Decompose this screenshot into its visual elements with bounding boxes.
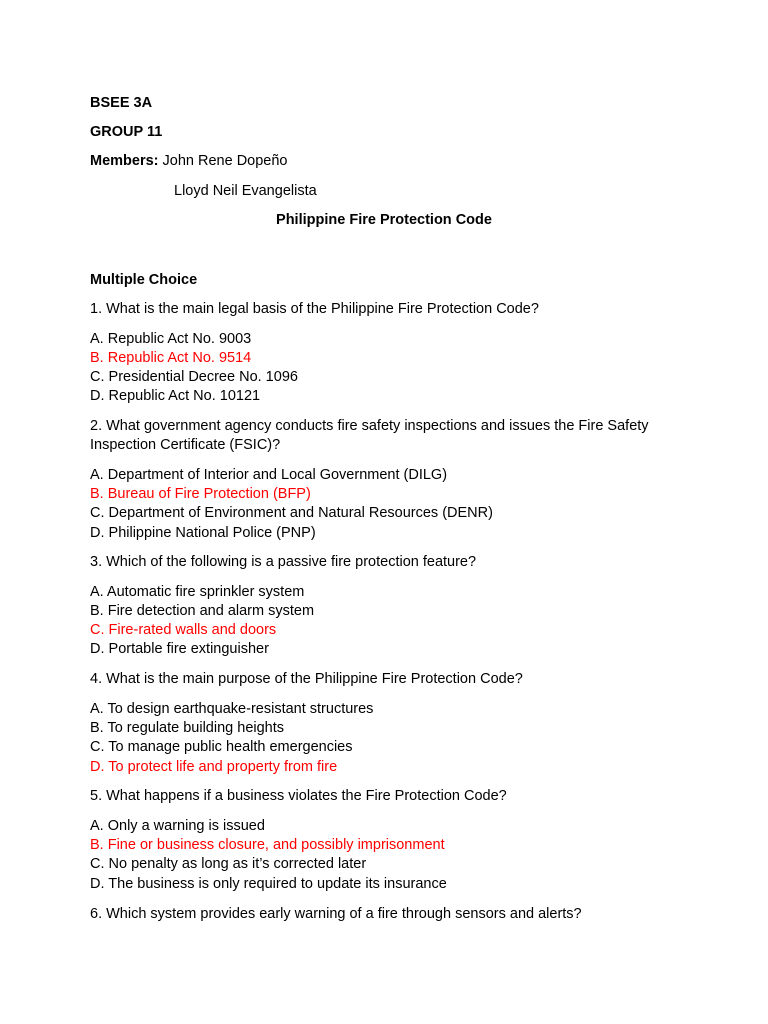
q3-choice-d: D. Portable fire extinguisher	[90, 641, 269, 657]
q2-choice-b-correct: B. Bureau of Fire Protection (BFP)	[90, 486, 311, 502]
q4-choice-d-correct: D. To protect life and property from fire	[90, 759, 338, 775]
q4-choice-c: C. To manage public health emergencies	[90, 739, 353, 755]
q4-choice-a: A. To design earthquake-resistant structures	[90, 701, 374, 717]
section-heading: Multiple Choice	[90, 272, 198, 288]
question-5: 5. What happens if a business violates the Fire Protection Code?	[90, 788, 507, 804]
members-label: Members:	[90, 153, 159, 169]
question-2-line-1: 2. What government agency conducts fire safety inspections and issues the Fire Safety	[90, 418, 649, 434]
q1-choice-c: C. Presidential Decree No. 1096	[90, 369, 298, 385]
section-code: BSEE 3A	[90, 95, 153, 111]
question-6: 6. Which system provides early warning of a fire through sensors and alerts?	[90, 906, 582, 922]
q5-choice-c: C. No penalty as long as it’s corrected later	[90, 856, 367, 872]
q4-choice-b: B. To regulate building heights	[90, 720, 285, 736]
q3-choice-a: A. Automatic fire sprinkler system	[90, 584, 305, 600]
q2-choice-c: C. Department of Environment and Natural Resources (DENR)	[90, 505, 493, 521]
q3-choice-c-correct: C. Fire-rated walls and doors	[90, 622, 277, 638]
q5-choice-b-correct: B. Fine or business closure, and possibly imprisonment	[90, 837, 445, 853]
q3-choice-b: B. Fire detection and alarm system	[90, 603, 315, 619]
q1-choice-d: D. Republic Act No. 10121	[90, 388, 261, 404]
member-2: Lloyd Neil Evangelista	[174, 183, 317, 199]
question-1: 1. What is the main legal basis of the Philippine Fire Protection Code?	[90, 301, 539, 317]
member-1: John Rene Dopeño	[162, 153, 288, 169]
q2-choice-a: A. Department of Interior and Local Government (DILG)	[90, 467, 448, 483]
q1-choice-a: A. Republic Act No. 9003	[90, 331, 252, 347]
group-number: GROUP 11	[90, 124, 163, 140]
q2-choice-d: D. Philippine National Police (PNP)	[90, 525, 316, 541]
q5-choice-d: D. The business is only required to update its insurance	[90, 876, 447, 892]
question-3: 3. Which of the following is a passive fire protection feature?	[90, 554, 477, 570]
question-2-line-2: Inspection Certificate (FSIC)?	[90, 437, 281, 453]
members-line	[90, 152, 288, 170]
document-title: Philippine Fire Protection Code	[276, 212, 492, 228]
question-4: 4. What is the main purpose of the Philippine Fire Protection Code?	[90, 671, 523, 687]
q5-choice-a: A. Only a warning is issued	[90, 818, 265, 834]
q1-choice-b-correct: B. Republic Act No. 9514	[90, 350, 252, 366]
